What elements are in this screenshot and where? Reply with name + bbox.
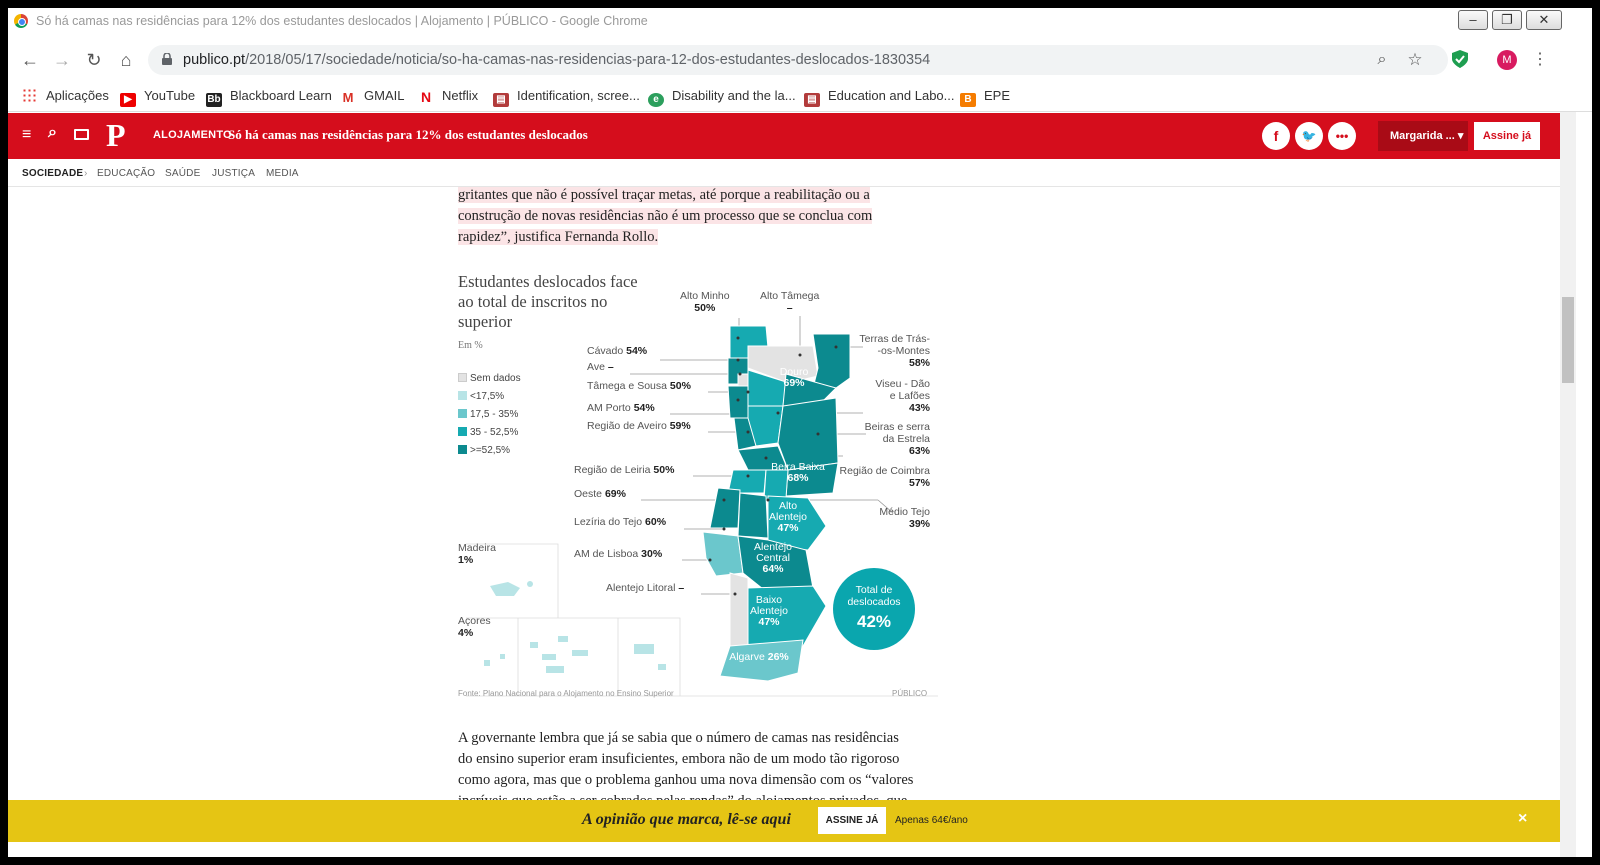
label-am-porto	[587, 402, 655, 414]
region-value: –	[786, 302, 793, 314]
url-text[interactable]	[183, 52, 930, 68]
hamburger-menu-icon[interactable]: ≡	[22, 126, 32, 143]
bookmark-label: Identification, scree...	[517, 88, 640, 103]
label-medio-tejo	[838, 506, 930, 530]
region-alentejo-litoral	[730, 573, 748, 646]
bookmark-blackboard[interactable]	[206, 88, 332, 107]
label-leiria	[574, 464, 674, 476]
region-name: Oeste	[574, 488, 603, 500]
label-alto-tamega	[760, 290, 819, 314]
region-name: da Estrela	[882, 433, 930, 445]
region-name: Açores	[458, 615, 491, 627]
star-icon[interactable]: ☆	[1407, 50, 1423, 69]
region-am-lisboa	[703, 532, 743, 576]
region-name: Região de Leiria	[574, 464, 651, 476]
bookmark-label: EPE	[984, 88, 1011, 103]
region-value: 1%	[458, 554, 474, 566]
region-value: –	[607, 361, 614, 373]
restore-button[interactable]: ❐	[1492, 10, 1522, 30]
region-name: Região de Aveiro	[587, 420, 667, 432]
reload-icon[interactable]: ↻	[86, 50, 102, 70]
region-name: Baixo	[755, 594, 783, 606]
region-value: 4%	[458, 627, 474, 639]
bookmark-label: YouTube	[144, 88, 196, 103]
region-value: 50%	[669, 380, 691, 392]
bookmark-epe[interactable]	[960, 88, 1010, 107]
twitter-icon[interactable]: 🐦	[1295, 122, 1323, 150]
blackboard-icon: Bb	[207, 94, 221, 105]
label-tamega-sousa	[587, 380, 691, 392]
region-value: 47%	[758, 616, 780, 628]
region-name: Médio Tejo	[879, 506, 930, 518]
bookmark-gmail[interactable]	[340, 88, 404, 105]
shield-extension-icon[interactable]	[1452, 50, 1468, 68]
promo-slogan: A opinião que marca, lê-se aqui	[582, 811, 791, 828]
label-alto-minho	[680, 290, 730, 314]
profile-avatar[interactable]: M	[1497, 50, 1517, 70]
bookmark-netflix[interactable]	[418, 88, 478, 104]
region-value: 43%	[908, 402, 930, 414]
region-name: Tâmega e Sousa	[587, 380, 667, 392]
region-value: 26%	[767, 651, 789, 663]
inmap-baixo-alentejo	[748, 595, 790, 628]
region-name: Alto	[778, 500, 798, 512]
label-am-lisboa	[574, 548, 662, 560]
inmap-douro	[774, 367, 814, 389]
region-name: Douro	[779, 366, 809, 378]
region-value: 63%	[908, 445, 930, 457]
paragraph-line: A governante lembra que já se sabia que o número de camas nas residências	[458, 730, 899, 746]
label-leziria	[574, 516, 666, 528]
gmail-icon: M	[342, 90, 354, 105]
subnav-item-saude[interactable]: SAÚDE	[165, 168, 201, 179]
user-name: Margarida ...	[1390, 130, 1455, 142]
region-name: Beira Baixa	[771, 461, 825, 473]
map-brand: PÚBLICO	[892, 689, 928, 698]
close-icon[interactable]: ×	[1518, 810, 1528, 827]
region-value: 69%	[604, 488, 626, 500]
more-share-icon[interactable]: •••	[1328, 122, 1356, 150]
url-host: publico.pt	[183, 52, 246, 68]
section-subnav	[8, 159, 1560, 187]
legend-label: 35 - 52,5%	[470, 427, 519, 438]
region-name: Central	[756, 552, 790, 564]
breadcrumb-chevron-icon: ›	[84, 168, 88, 179]
address-toolbar	[8, 40, 1592, 80]
region-name: Alentejo	[769, 511, 807, 523]
label-cavado	[587, 345, 647, 357]
map-title: Estudantes deslocados face ao total de inscritos no superior	[458, 272, 638, 331]
region-value: 57%	[908, 477, 930, 489]
bookmark-label: Netflix	[442, 88, 479, 103]
region-name: -os-Montes	[877, 345, 930, 357]
subnav-item-educacao[interactable]: EDUCAÇÃO	[97, 168, 156, 179]
region-ave	[738, 374, 748, 386]
menu-dots-icon[interactable]: ⋮	[1532, 51, 1548, 68]
region-name: Ave	[587, 361, 605, 373]
quote-line: construção de novas residências não é um processo que se conclua com	[458, 208, 873, 224]
page-scrollbar[interactable]	[1560, 112, 1576, 857]
article-quote	[458, 185, 938, 248]
promo-subscribe-button[interactable]: ASSINE JÁ	[818, 807, 886, 834]
bookmark-label: Blackboard Learn	[230, 88, 332, 103]
region-name: Terras de Trás-	[859, 333, 930, 345]
region-name: Beiras e serra	[864, 421, 930, 433]
region-name: Alentejo	[754, 541, 792, 553]
map-units: Em %	[458, 340, 483, 351]
label-oeste	[574, 488, 626, 500]
subnav-item-justica[interactable]: JUSTIÇA	[212, 168, 256, 179]
region-value: 59%	[669, 420, 691, 432]
region-name: Cávado	[587, 345, 624, 357]
caret-down-icon: ▾	[1457, 130, 1464, 142]
region-value: 50%	[653, 464, 675, 476]
bookmark-education[interactable]	[804, 88, 955, 107]
site-header	[8, 113, 1560, 159]
region-value: 30%	[641, 548, 663, 560]
label-ave	[587, 361, 614, 373]
legend-label: <17,5%	[470, 391, 505, 402]
minimize-button[interactable]: –	[1458, 10, 1488, 30]
region-value: 58%	[908, 357, 930, 369]
region-value: 39%	[908, 518, 930, 530]
bookmark-label: Education and Labo...	[828, 88, 955, 103]
bookmark-youtube[interactable]	[120, 88, 195, 107]
edge-icon: e	[648, 93, 664, 107]
label-tras-os-montes	[838, 333, 930, 369]
section-label[interactable]: ALOJAMENTO	[153, 129, 232, 141]
journal-icon: ▤	[804, 93, 820, 107]
publico-logo[interactable]: P	[106, 117, 126, 153]
region-name: AM Porto	[587, 402, 631, 414]
title-bar	[8, 8, 1592, 38]
chrome-icon	[14, 14, 28, 28]
lock-icon	[162, 53, 172, 65]
netflix-icon: N	[420, 89, 432, 105]
subnav-item-sociedade[interactable]: SOCIEDADE	[22, 168, 84, 179]
region-value: 50%	[694, 302, 716, 314]
total-label: Total de deslocados	[847, 584, 901, 608]
region-name: Algarve	[729, 651, 765, 663]
promo-price: Apenas 64€/ano	[895, 815, 968, 826]
region-name: e Lafões	[889, 390, 930, 402]
browser-window	[8, 8, 1592, 857]
region-value: 64%	[762, 563, 784, 575]
quote-line: gritantes que não é possível traçar metas, até porque a reabilitação ou a	[458, 187, 870, 203]
apps-grid-icon	[22, 88, 38, 102]
bookmark-apps[interactable]	[22, 88, 109, 103]
region-name: Alentejo	[750, 605, 788, 617]
youtube-icon: ▶	[120, 93, 136, 107]
back-arrow-icon[interactable]: ←	[21, 50, 39, 70]
region-name: Alto Minho	[680, 290, 730, 302]
label-aveiro	[587, 420, 691, 432]
inmap-beira-baixa	[768, 462, 828, 484]
inmap-alentejo-central	[748, 542, 798, 575]
journal-icon: ▤	[493, 93, 509, 107]
promo-banner	[8, 800, 1560, 842]
inmap-alto-alentejo	[768, 501, 808, 534]
header-headline: Só há camas nas residências para 12% dos estudantes deslocados	[228, 127, 588, 142]
region-name: Lezíria do Tejo	[574, 516, 643, 528]
region-value: 69%	[783, 377, 805, 389]
madeira-island	[490, 582, 520, 596]
islands	[484, 581, 666, 673]
label-beiras-estrela	[838, 421, 930, 457]
total-value: 42%	[856, 612, 892, 631]
legend-label: 17,5 - 35%	[470, 409, 519, 420]
region-name: Alentejo Litoral	[606, 582, 676, 594]
bookmark-identification[interactable]	[493, 88, 640, 107]
region-value: 68%	[787, 472, 809, 484]
paragraph-line: como agora, mas que o problema ganhou uma nova dimensão com os “valores	[458, 772, 914, 788]
bookmark-label: Aplicações	[46, 88, 109, 103]
region-value: 47%	[777, 522, 799, 534]
inmap-algarve	[724, 652, 794, 663]
region-value: 54%	[633, 402, 655, 414]
paragraph-line: do ensino superior eram insuficientes, embora não de um modo tão rigoroso	[458, 751, 900, 767]
scrollbar-thumb[interactable]	[1562, 297, 1574, 383]
label-acores	[458, 615, 491, 639]
close-window-button[interactable]: ✕	[1526, 10, 1562, 30]
bookmark-label: GMAIL	[364, 88, 405, 103]
label-viseu	[838, 378, 930, 414]
zoom-icon[interactable]: ⌕	[1377, 51, 1387, 68]
bookmark-label: Disability and the la...	[672, 88, 796, 103]
region-oeste	[710, 488, 740, 528]
url-path: /2018/05/17/sociedade/noticia/so-ha-camas-nas-residencias-para-12-dos-estudantes-deslocados-1830354	[245, 52, 931, 68]
blogger-icon: B	[960, 93, 976, 107]
window-title: Só há camas nas residências para 12% dos estudantes deslocados | Alojamento | PÚBLICO - Google Chrome	[36, 14, 648, 28]
quote-line: rapidez”, justifica Fernanda Rollo.	[458, 229, 659, 245]
region-value: –	[678, 582, 685, 594]
region-beiras-serra-estrela	[778, 398, 838, 470]
region-name: AM de Lisboa	[574, 548, 639, 560]
map-source: Fonte: Plano Nacional para o Alojamento no Ensino Superior	[458, 689, 674, 698]
omnibox[interactable]	[148, 45, 1448, 75]
home-icon[interactable]: ⌂	[120, 50, 132, 70]
bookmarks-bar	[8, 80, 1592, 112]
search-icon[interactable]: ⌕	[48, 124, 57, 141]
region-am-porto	[728, 386, 748, 418]
region-name: Região de Coimbra	[839, 465, 930, 477]
subscribe-button[interactable]: Assine já	[1474, 122, 1540, 150]
user-menu[interactable]	[1378, 121, 1468, 151]
label-alentejo-litoral	[606, 582, 684, 594]
region-name: Alto Tâmega	[760, 290, 820, 302]
legend-label: >=52,5%	[470, 445, 511, 456]
region-name: Viseu - Dão	[875, 378, 930, 390]
label-madeira	[458, 542, 496, 566]
region-name: Madeira	[458, 542, 496, 554]
forward-arrow-icon[interactable]: →	[53, 50, 71, 70]
region-leziria-tejo	[738, 493, 768, 538]
subnav-item-media[interactable]: MEDIA	[266, 168, 299, 179]
total-badge	[833, 568, 915, 650]
newspaper-icon[interactable]	[74, 129, 89, 140]
bookmark-disability[interactable]	[648, 88, 796, 107]
facebook-icon[interactable]: f	[1262, 122, 1290, 150]
region-value: 60%	[645, 516, 667, 528]
legend-label: Sem dados	[470, 373, 521, 384]
region-value: 54%	[626, 345, 648, 357]
